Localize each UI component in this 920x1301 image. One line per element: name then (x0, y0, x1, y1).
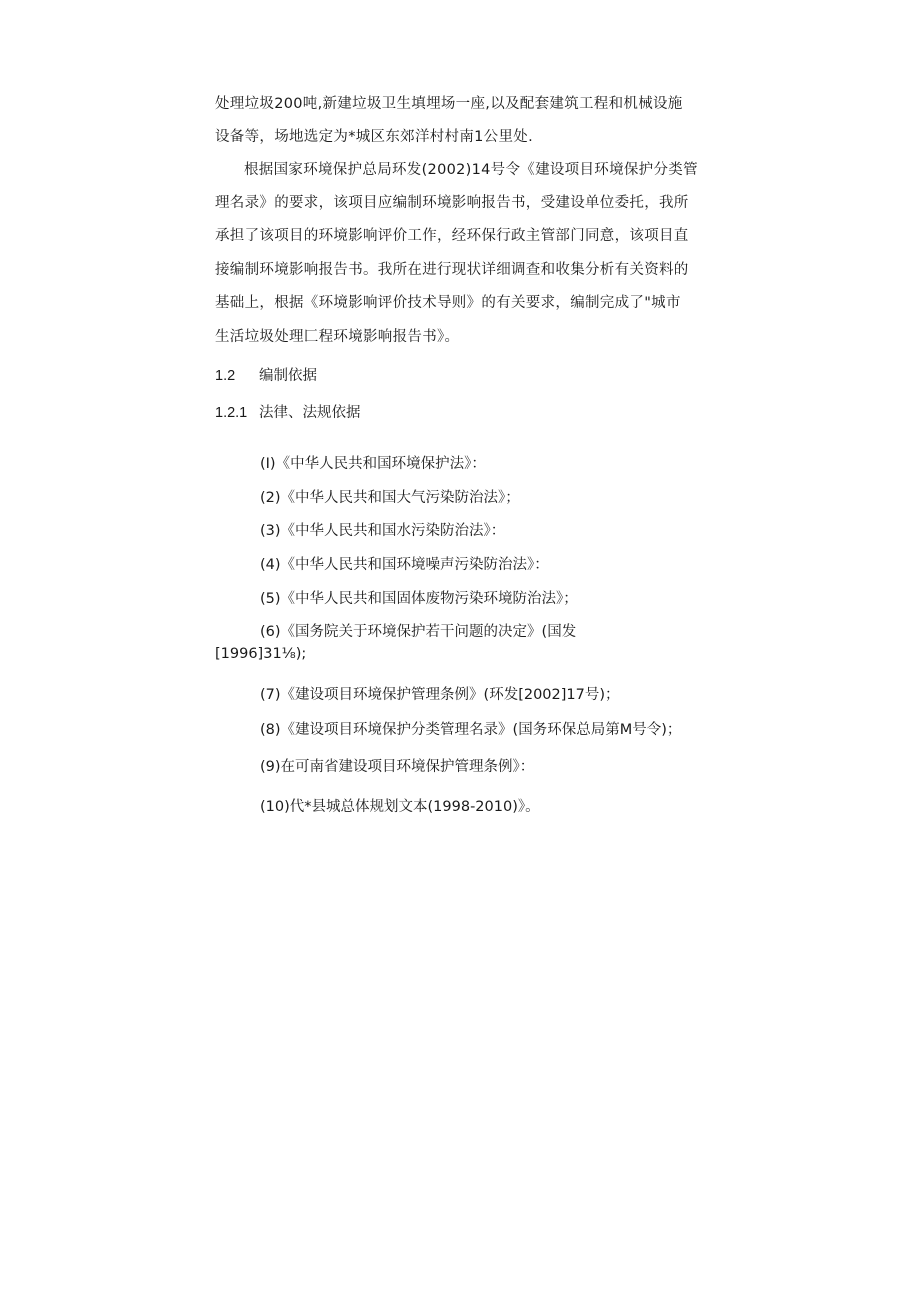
law-item-2: (2)《中华人民共和国大气污染防治法》； (260, 490, 520, 506)
paragraph-2-line-2: 理名录》的要求，该项目应编制环境影响报告书，受建设单位委托，我所 (215, 195, 689, 211)
law-item-4: (4)《中华人民共和国环境噪声污染防治法》： (260, 557, 549, 573)
section-1-2-1-number: 1.2.1 (215, 405, 248, 421)
paragraph-1-line-2: 设备等，场地选定为*城区东郊洋村村南1公里处. (215, 129, 533, 145)
paragraph-1-line-1: 处理垃圾200吨,新建垃圾卫生填埋场一座,以及配套建筑工程和机械设施 (215, 96, 683, 112)
section-1-2-title: 编制依据 (259, 368, 317, 384)
section-1-2-1-title: 法律、法规依据 (259, 405, 361, 421)
law-item-3: (3)《中华人民共和国水污染防治法》： (260, 523, 506, 539)
law-item-10: (10)代*县城总体规划文本(1998-2010)》。 (260, 799, 540, 815)
paragraph-2-line-1: 根据国家环境保护总局环发(2002)14号令《建设项目环境保护分类管 (244, 162, 698, 178)
law-item-8: (8)《建设项目环境保护分类管理名录》(国务环保总局第M号令)； (260, 722, 682, 738)
law-item-6: (6)《国务院关于环境保护若干问题的决定》(国发 (260, 624, 577, 640)
paragraph-2-line-6: 生活垃圾处理匚程环境影响报告书》。 (215, 329, 460, 345)
law-item-1: (I)《中华人民共和国环境保护法》： (260, 456, 486, 472)
paragraph-2-line-3: 承担了该项目的环境影响评价工作，经环保行政主管部门同意，该项目直 (215, 228, 689, 244)
law-item-6-continuation: [1996]31⅛); (215, 646, 307, 662)
paragraph-2-line-5: 基础上，根据《环境影响评价技术导则》的有关要求，编制完成了"城市 (215, 295, 681, 311)
law-item-9: (9)在可南省建设项目环境保护管理条例》： (260, 759, 535, 775)
section-1-2-1-heading (215, 403, 361, 423)
law-item-5: (5)《中华人民共和国固体废物污染环境防治法》； (260, 591, 578, 607)
law-item-7: (7)《建设项目环境保护管理条例》(环发[2002]17号)； (260, 687, 620, 703)
section-1-2-heading (215, 366, 317, 386)
section-1-2-number: 1.2 (215, 368, 236, 384)
paragraph-2-line-4: 接编制环境影响报告书。我所在进行现状详细调查和收集分析有关资料的 (215, 262, 689, 278)
